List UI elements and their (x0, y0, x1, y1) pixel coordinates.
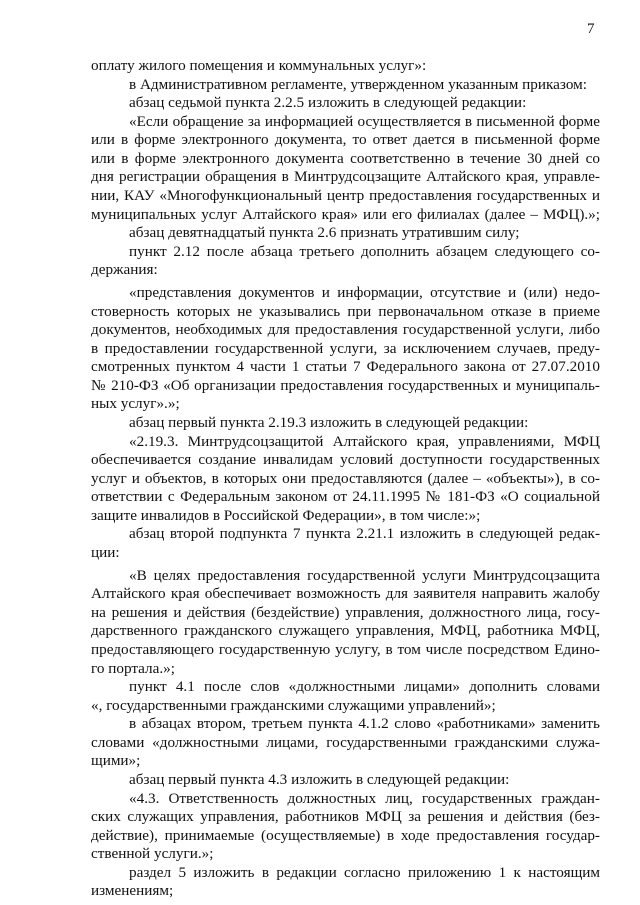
text-line: в предоставлении государственной услуги, за исключением случаев, преду- (91, 339, 600, 357)
text-line: ственной услуги.»; (91, 845, 214, 863)
text-line: «представления документов и информации, отсутствие и (или) недо- (129, 283, 600, 301)
text-line: или в форме электронного документа, то ответ дается в письменной форме (91, 131, 600, 149)
text-line: смотренных пунктом 4 части 1 статьи 7 Федерального закона от 27.07.2010 (91, 358, 600, 376)
text-line: или в форме электронного документа соответственно в течение 30 дней со (91, 149, 600, 167)
text-line: муниципальных услуг Алтайского края» или его филиалах (далее – МФЦ).»; (91, 205, 600, 223)
text-line: пункт 4.1 после слов «должностными лицами» дополнить словами (129, 678, 600, 696)
text-line: пункт 2.12 после абзаца третьего дополнить абзацем следующего со- (129, 242, 600, 260)
text-line: изменениям; (91, 882, 174, 900)
text-line: «В целях предоставления государственной услуги Минтрудсоцзащита (129, 566, 600, 584)
text-line: ских служащих управления, работников МФЦ за решения и действия (без- (91, 808, 600, 826)
text-line: щими»; (91, 752, 141, 770)
text-line: абзац седьмой пункта 2.2.5 изложить в следующей редакции: (129, 94, 527, 112)
text-line: действие), принимаемые (осуществляемые) в ходе предоставления государ- (91, 826, 600, 844)
text-line: абзац первый пункта 2.19.3 изложить в следующей редакции: (129, 413, 529, 431)
text-line: ных услуг».»; (91, 395, 180, 413)
text-line: услуг и объектов, в которых они предоставляются (далее – «объекты»), в со- (91, 469, 600, 487)
text-line: ответствии с Федеральным законом от 24.11.1995 № 181-ФЗ «О социальной (91, 488, 600, 506)
text-line: оплату жилого помещения и коммунальных услуг»: (91, 57, 427, 74)
text-line: дня регистрации обращения в Минтрудсоцзащите Алтайского края, управле- (91, 168, 600, 186)
page-number: 7 (587, 21, 595, 37)
text-line: стоверность которых не указывались при первоначальном отказе в приеме (91, 302, 600, 320)
text-line: абзац второй подпункта 7 пункта 2.21.1 изложить в следующей редак- (129, 525, 600, 543)
text-line: защите инвалидов в Российской Федерации», в том числе:»; (91, 506, 481, 524)
text-line: держания: (91, 261, 158, 279)
text-line: нии, КАУ «Многофункциональный центр предоставления государственных и (91, 187, 600, 205)
text-line: документов, необходимых для предоставления государственной услуги, либо (91, 321, 600, 339)
text-line: раздел 5 изложить в редакции согласно приложению 1 к настоящим (129, 863, 600, 881)
text-line: «4.3. Ответственность должностных лиц, государственных граждан- (129, 789, 600, 807)
text-line: в абзацах втором, третьем пункта 4.1.2 слово «работниками» заменить (129, 715, 600, 733)
text-line: словами «должностными лицами, государственными гражданскими служа- (91, 733, 600, 751)
text-line: абзац девятнадцатый пункта 2.6 признать утратившим силу; (129, 224, 520, 242)
text-line: «, государственными гражданскими служащими управлений»; (91, 696, 496, 714)
text-line: Алтайского края обеспечивает возможность для заявителя направить жалобу (91, 585, 600, 603)
text-line: го портала.»; (91, 659, 175, 677)
text-line: обеспечивается создание инвалидам условий доступности государственных (91, 451, 600, 469)
text-line: на решения и действия (бездействие) управления, должностного лица, госу- (91, 603, 600, 621)
text-line: «2.19.3. Минтрудсоцзащитой Алтайского края, управлениями, МФЦ (129, 432, 600, 450)
text-line: № 210-ФЗ «Об организации предоставления государственных и муниципаль- (91, 376, 600, 394)
text-line: в Административном регламенте, утвержденном указанным приказом: (129, 75, 587, 93)
text-line: ции: (91, 544, 120, 562)
document-body (91, 57, 600, 901)
text-line: «Если обращение за информацией осуществляется в письменной форме (129, 112, 600, 130)
text-line: предоставляющего государственную услугу, в том числе посредством Едино- (91, 640, 600, 658)
text-line: дарственного гражданского служащего управления, МФЦ, работника МФЦ, (91, 622, 600, 640)
text-line: абзац первый пункта 4.3 изложить в следующей редакции: (129, 770, 510, 788)
